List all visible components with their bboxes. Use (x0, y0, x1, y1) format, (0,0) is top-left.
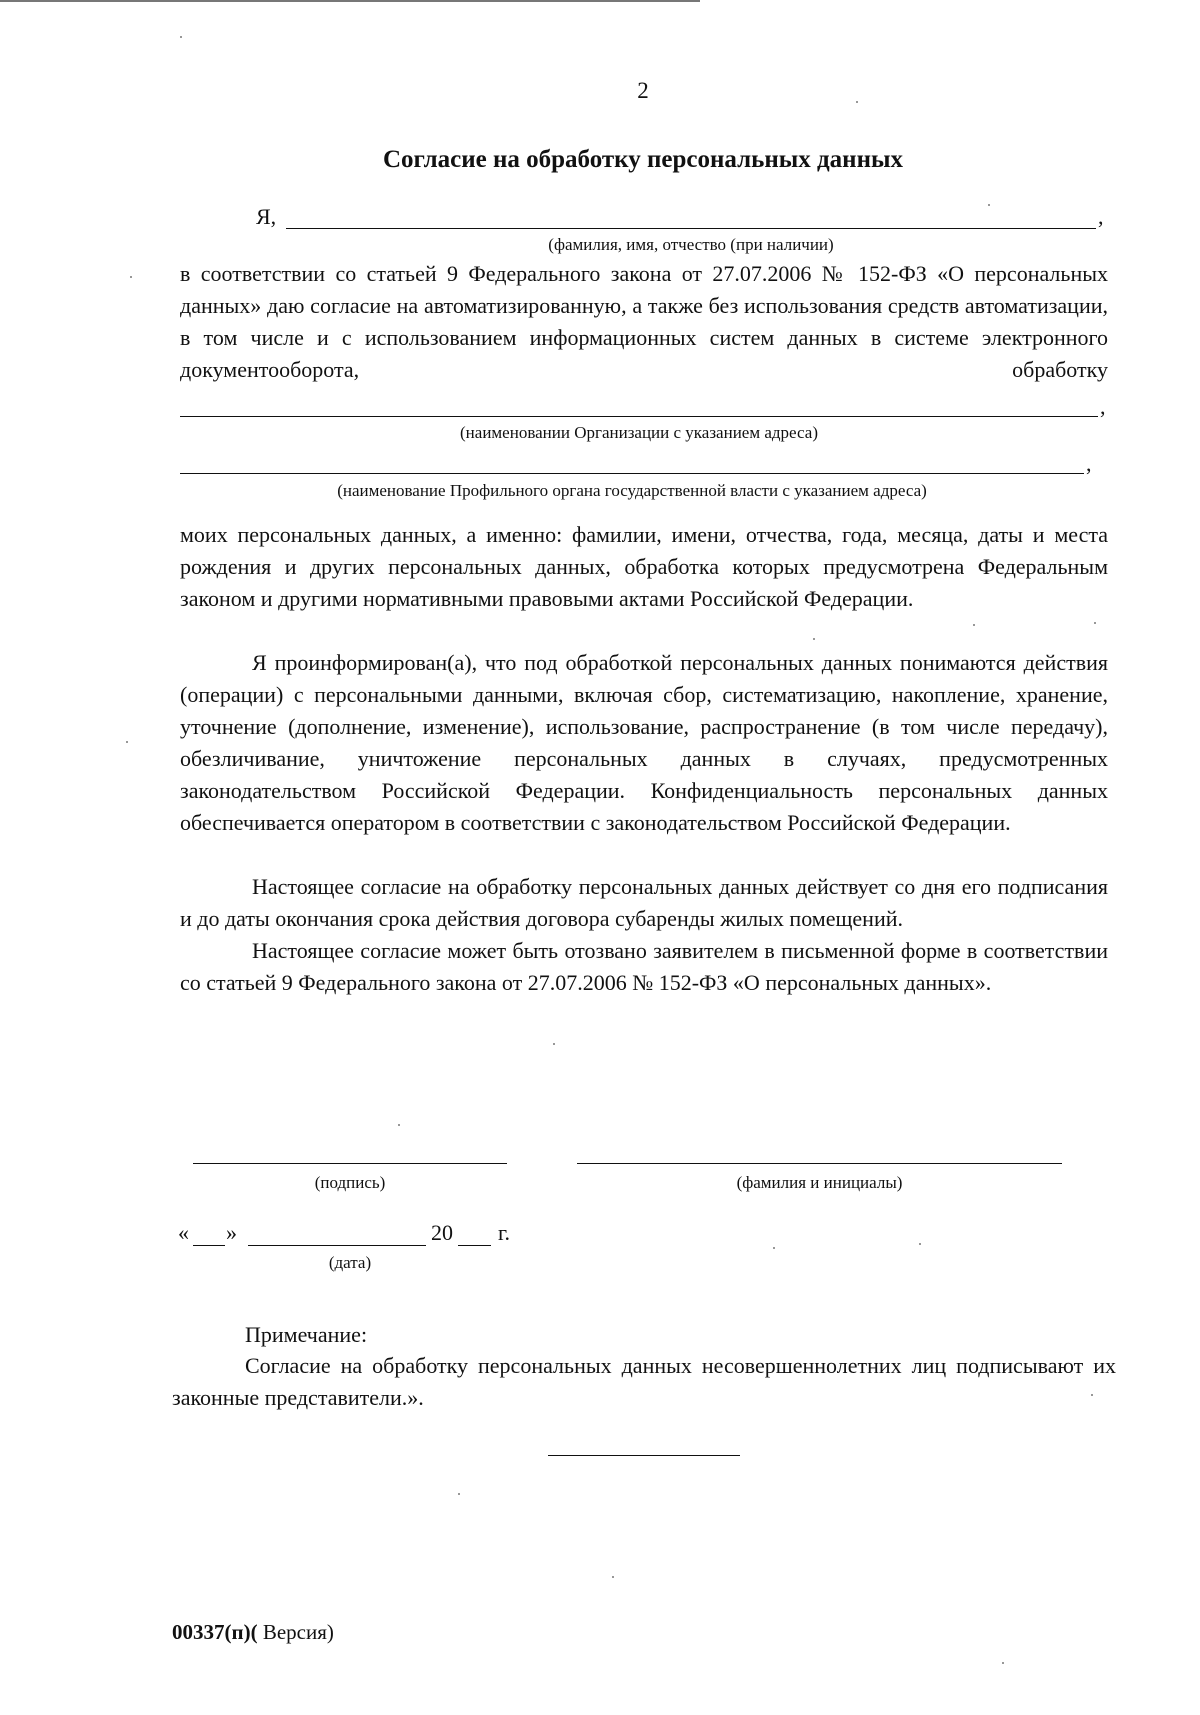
scan-speck (1091, 1394, 1093, 1396)
scan-speck (553, 1043, 555, 1045)
authority-suffix: , (1086, 451, 1092, 476)
note-text: Согласие на обработку персональных данных несовершеннолетних лиц подписывают их законные представители.». (172, 1353, 1116, 1410)
authority-field[interactable] (180, 473, 1084, 474)
applicant-name-field[interactable] (286, 228, 1096, 229)
date-day-field[interactable] (193, 1245, 225, 1246)
organization-field[interactable] (180, 416, 1098, 417)
document-title: Согласие на обработку персональных данных (382, 146, 903, 173)
date-close-quote: » (226, 1220, 237, 1245)
scan-speck (398, 1124, 400, 1126)
paragraph-personal-data: моих персональных данных, а именно: фамилии, имени, отчества, года, месяца, даты и места рождения и других персональных данных, обработка которых предусмотрена Федеральным законом и другими нормативными правовыми актами Российской Федерации. (180, 522, 1108, 611)
document-code-number: 00337(п)( (172, 1620, 258, 1644)
signature-caption: (подпись) (314, 1173, 386, 1192)
date-year-prefix: 20 (431, 1220, 453, 1245)
organization-suffix: , (1100, 394, 1106, 419)
scan-speck (458, 1493, 460, 1495)
applicant-prefix: Я, (256, 204, 277, 229)
scan-speck (773, 1247, 775, 1249)
date-month-field[interactable] (248, 1245, 426, 1246)
closing-divider (548, 1455, 740, 1456)
full-name-field[interactable] (577, 1163, 1062, 1164)
date-caption: (дата) (328, 1253, 372, 1272)
scan-speck (1002, 1662, 1004, 1664)
paragraph-revocation: Настоящее согласие может быть отозвано заявителем в письменной форме в соответствии со статьей 9 Федерального закона от 27.07.2006 № 152-ФЗ «О персональных данных». (180, 938, 1108, 995)
scan-speck (130, 276, 132, 278)
paragraph-informed: Я проинформирован(а), что под обработкой персональных данных понимаются действия (операции) с персональными данными, включая сбор, систематизацию, накопление, хранение, уточнение (дополнение, изменение), использование, распространение (в том числе передачу), обезличивание, уничтожение персональных данных в случаях, предусмотренных законодательством Российской Федерации. Конфиденциальность персональных данных обеспечивается оператором в соответствии с законодательством Российской Федерации. (180, 650, 1108, 835)
scan-speck (856, 101, 858, 103)
organization-caption: (наименовании Организации с указанием адреса) (460, 423, 818, 442)
scan-speck (180, 36, 182, 38)
scan-speck (919, 1243, 921, 1245)
scan-speck (988, 204, 990, 206)
scan-speck (813, 638, 815, 640)
note-heading: Примечание: (245, 1322, 368, 1347)
scan-speck (612, 1576, 614, 1578)
scan-speck (973, 624, 975, 626)
document-code (172, 1620, 334, 1645)
signature-field[interactable] (193, 1163, 507, 1164)
date-year-suffix: г. (498, 1220, 511, 1245)
document-version-label: Версия) (257, 1620, 334, 1644)
intro-paragraph: в соответствии со статьей 9 Федерального закона от 27.07.2006 № 152-ФЗ «О персональных данных» даю согласие на автоматизированную, а также без использования средств автоматизации, в том числе и с использованием информационных систем данных в системе электронного документооборота, обработку (180, 261, 1108, 382)
paragraph-validity: Настоящее согласие на обработку персональных данных действует со дня его подписания и до даты окончания срока действия договора субаренды жилых помещений. (180, 874, 1108, 931)
authority-caption: (наименование Профильного органа государственной власти с указанием адреса) (337, 481, 927, 500)
scan-top-edge (0, 0, 700, 2)
date-open-quote: « (178, 1220, 189, 1245)
date-year-field[interactable] (458, 1245, 491, 1246)
applicant-caption: (фамилия, имя, отчество (при наличии) (548, 235, 834, 254)
full-name-caption: (фамилия и инициалы) (736, 1173, 903, 1192)
applicant-suffix: , (1098, 204, 1104, 229)
page-number: 2 (637, 78, 649, 103)
scan-speck (126, 741, 128, 743)
scan-speck (1094, 622, 1096, 624)
